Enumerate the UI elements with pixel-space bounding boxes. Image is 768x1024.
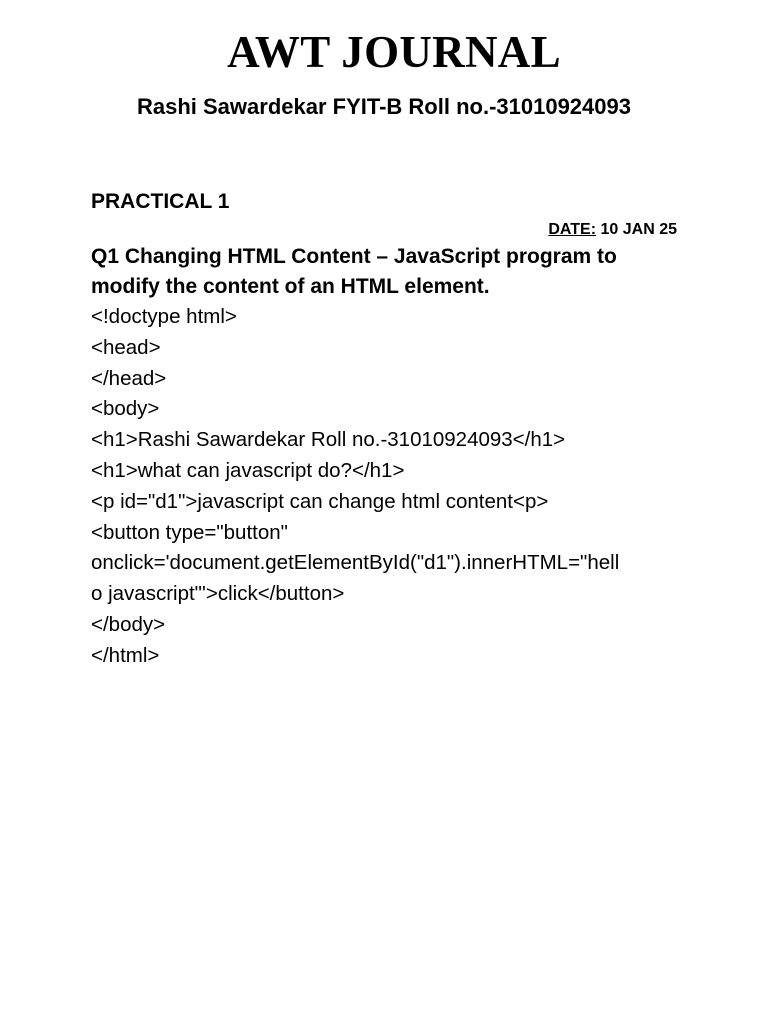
date-line xyxy=(548,219,677,241)
code-line: </html> xyxy=(91,643,160,667)
question-heading: Q1 Changing HTML Content – JavaScript program to modify the content of an HTML element. xyxy=(91,245,617,298)
code-listing xyxy=(91,302,686,672)
code-line: <button type="button" xyxy=(91,520,288,544)
code-line: <head> xyxy=(91,335,161,359)
code-line: </head> xyxy=(91,366,167,390)
code-line: <!doctype html> xyxy=(91,305,237,328)
code-line: <h1>Rashi Sawardekar Roll no.-31010924093</h1> xyxy=(91,428,566,452)
code-line: <h1>what can javascript do?</h1> xyxy=(91,458,405,482)
practical-heading: PRACTICAL 1 xyxy=(91,190,230,213)
code-line: <p id="d1">javascript can change html content<p> xyxy=(91,489,549,513)
date-label: DATE: xyxy=(548,221,597,238)
student-info: Rashi Sawardekar FYIT-B Roll no.-31010924093 xyxy=(136,94,631,119)
date-value: 10 JAN 25 xyxy=(596,221,677,238)
code-line: o javascript"'>click</button> xyxy=(91,582,345,606)
journal-title: AWT JOURNAL xyxy=(227,27,561,77)
code-line: onclick='document.getElementById("d1").innerHTML="hell xyxy=(91,551,620,575)
code-line: <body> xyxy=(91,397,160,421)
code-line: </body> xyxy=(91,612,166,636)
